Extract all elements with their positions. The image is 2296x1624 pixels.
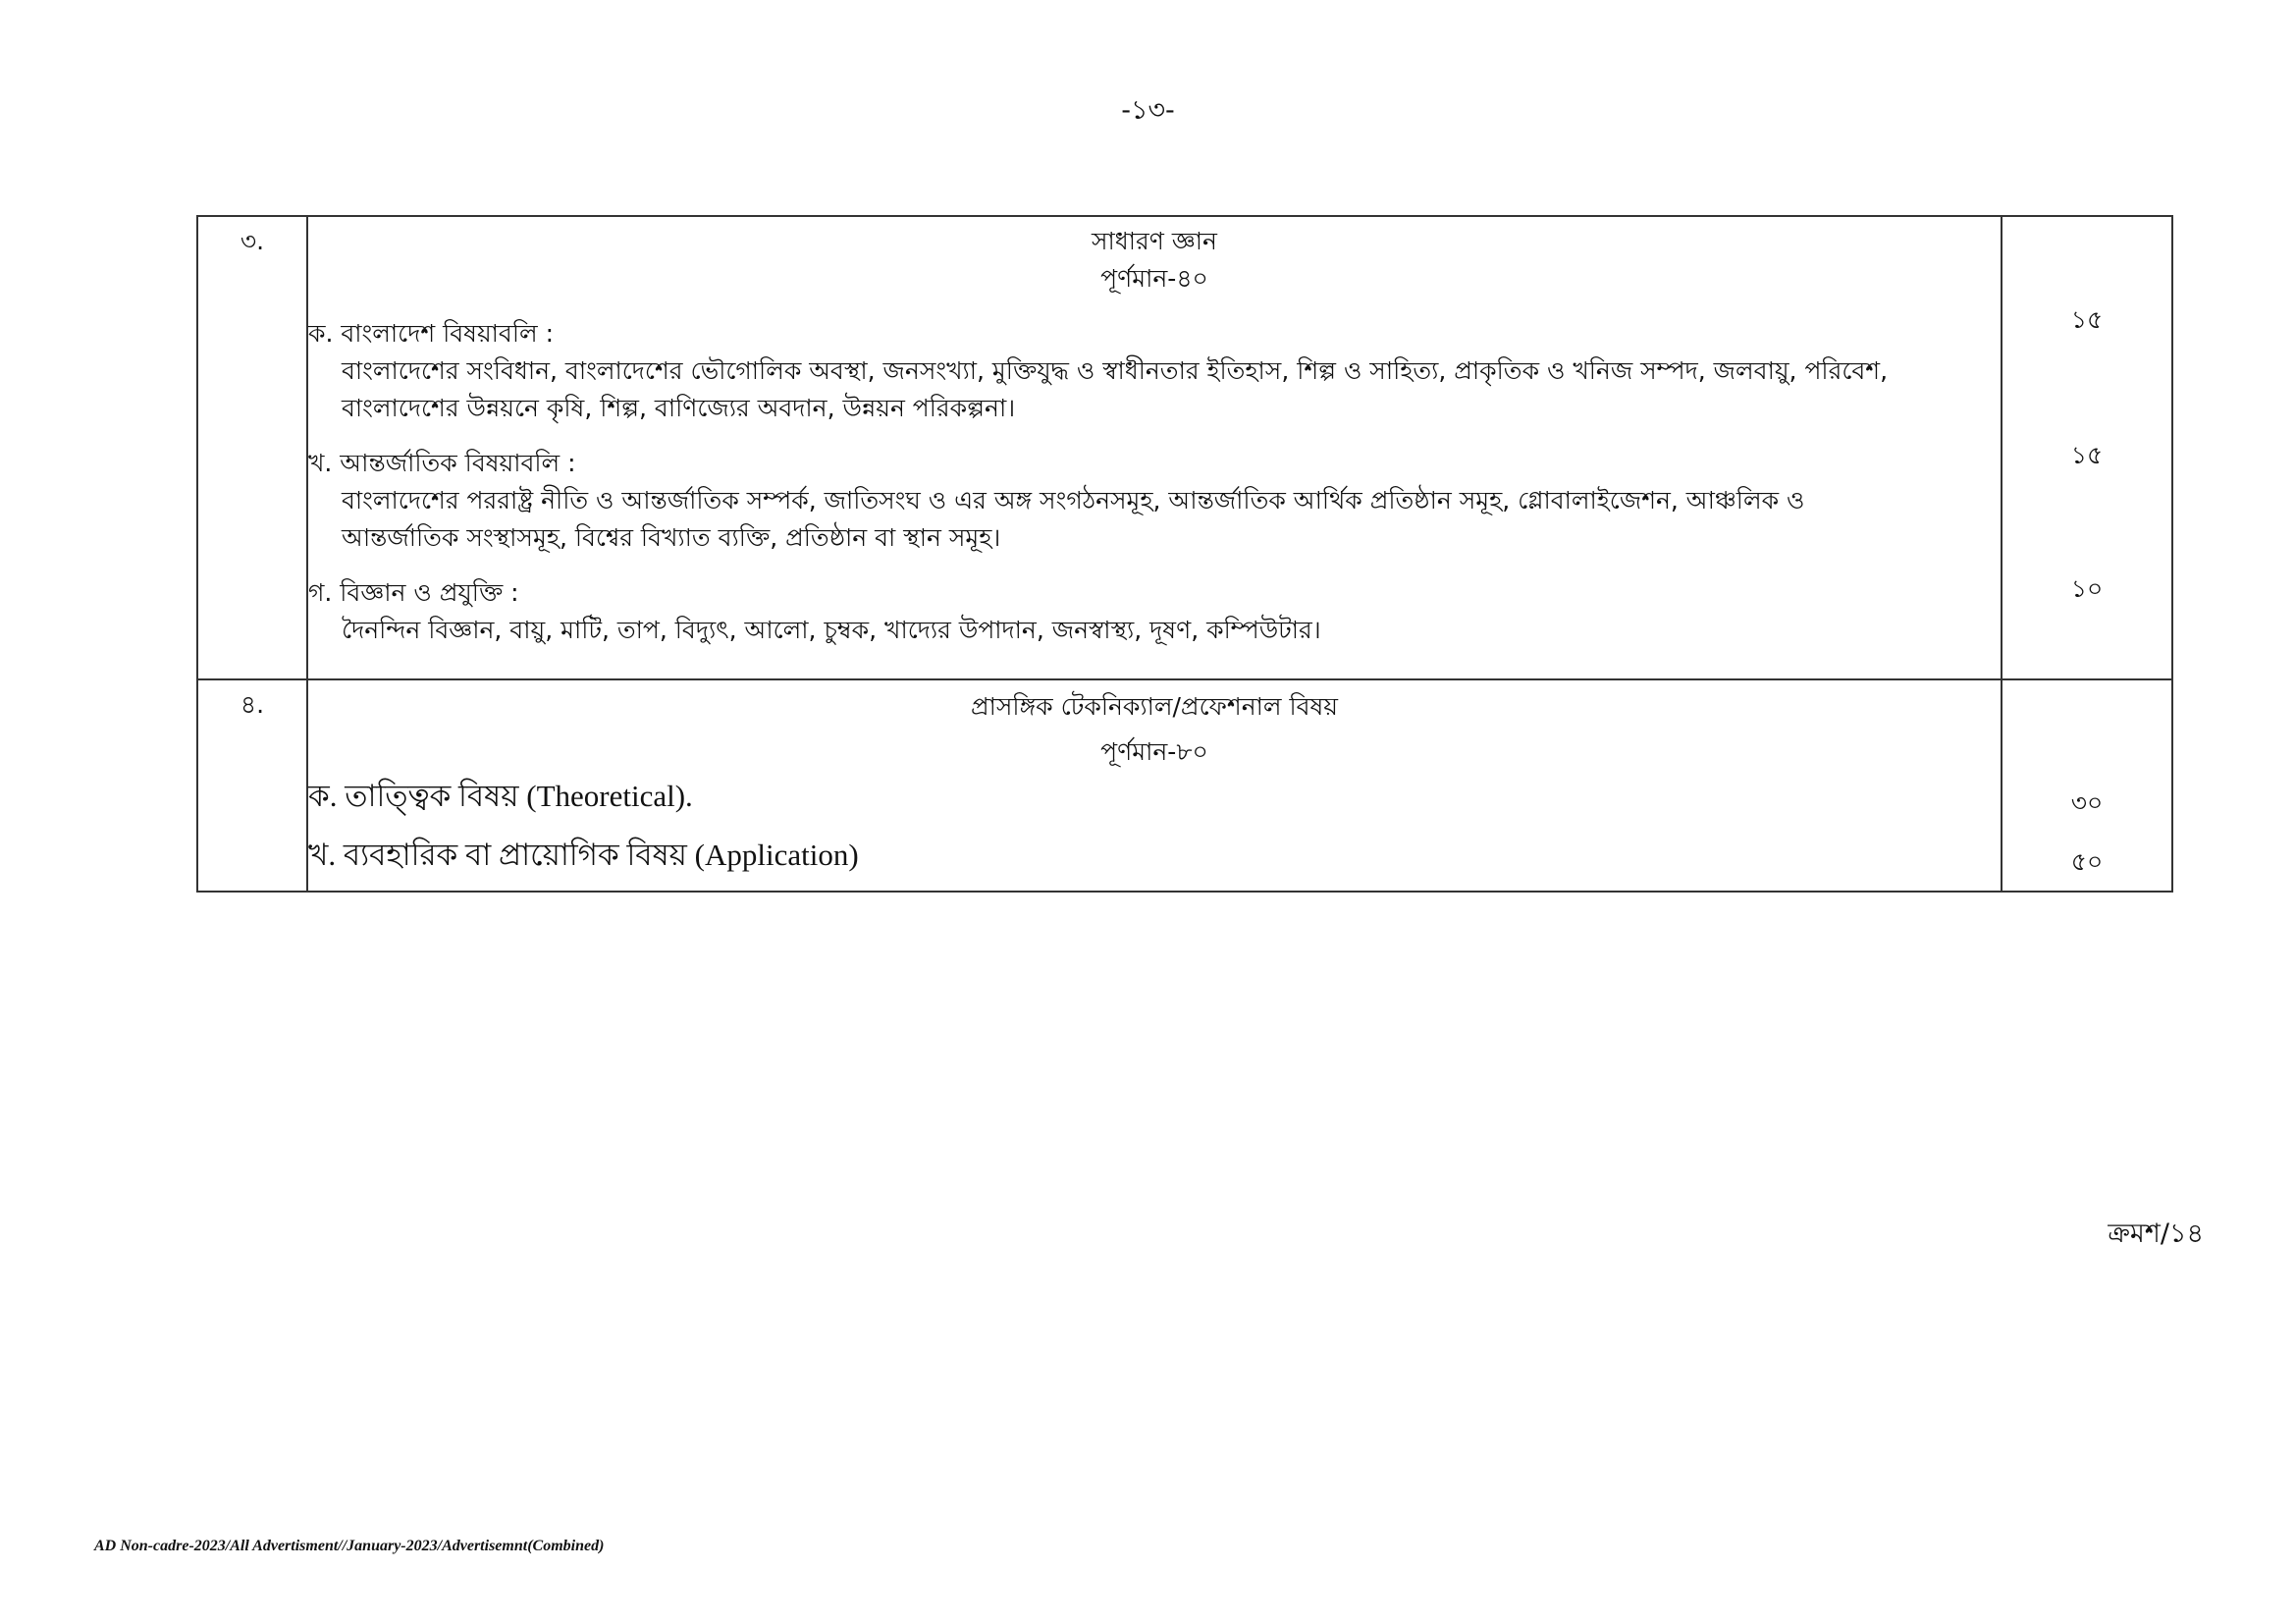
table-row-section-4: [197, 679, 2172, 892]
subsection-heading: ক. বাংলাদেশ বিষয়াবলি :: [308, 319, 554, 348]
subsection-international: [308, 445, 2001, 557]
full-marks: পূর্ণমান-৮০: [1100, 737, 1208, 766]
serial-cell: [197, 679, 307, 892]
marks-value: ১০: [2070, 574, 2104, 603]
content-cell: [307, 679, 2002, 892]
subsection-science: [308, 574, 2001, 649]
marks-cell: [2002, 216, 2172, 679]
continued-note: ক্রমশ/১৪: [2108, 1218, 2204, 1249]
syllabus-table: [196, 215, 2173, 893]
content-cell: [307, 216, 2002, 679]
item-application: খ. ব্যবহারিক বা প্রায়োগিক বিষয় (Application): [308, 838, 859, 872]
page-number: -১৩-: [1121, 95, 1175, 126]
item-theoretical: ক. তাত্ত্বিক বিষয় (Theoretical).: [308, 779, 693, 813]
serial-number: ৪.: [240, 690, 265, 719]
serial-cell: [197, 216, 307, 679]
subsection-body: বাংলাদেশের সংবিধান, বাংলাদেশের ভৌগোলিক অবস্থা, জনসংখ্যা, মুক্তিযুদ্ধ ও স্বাধীনতার ইতিহাস, শিল্প ও সাহিত্য, প্রাকৃতিক ও খনিজ সম্পদ, জলবায়ু, পরিবেশ, বাংলাদেশের উন্নয়নে কৃষি, শিল্প, বাণিজ্যের অবদান, উন্নয়ন পরিকল্পনা।: [342, 356, 1889, 422]
section-title: প্রাসঙ্গিক টেকনিক্যাল/প্রফেশনাল বিষয়: [970, 692, 1339, 721]
marks-cell: [2002, 679, 2172, 892]
subsection-bangladesh: [308, 315, 2001, 427]
subsection-body: বাংলাদেশের পররাষ্ট্র নীতি ও আন্তর্জাতিক সম্পর্ক, জাতিসংঘ ও এর অঙ্গ সংগঠনসমূহ, আন্তর্জাতিক আর্থিক প্রতিষ্ঠান সমূহ, গ্লোবালাইজেশন, আঞ্চলিক ও আন্তর্জাতিক সংস্থাসমূহ, বিশ্বের বিখ্যাত ব্যক্তি, প্রতিষ্ঠান বা স্থান সমূহ।: [342, 486, 1805, 552]
serial-number: ৩.: [240, 227, 265, 255]
subsection-body: দৈনন্দিন বিজ্ঞান, বায়ু, মাটি, তাপ, বিদ্যুৎ, আলো, চুম্বক, খাদ্যের উপাদান, জনস্বাস্থ্য, দূষণ, কম্পিউটার।: [342, 616, 1321, 644]
full-marks: পূর্ণমান-৪০: [1100, 264, 1208, 293]
marks-value: ৩০: [2070, 788, 2104, 817]
section-title: সাধারণ জ্ঞান: [1092, 227, 1217, 255]
subsection-heading: গ. বিজ্ঞান ও প্রযুক্তি :: [308, 578, 519, 607]
marks-value: ১৫: [2070, 305, 2104, 334]
table-row-section-3: [197, 216, 2172, 679]
marks-value: ১৫: [2070, 441, 2104, 469]
footer-reference: AD Non-cadre-2023/All Advertisment//January-2023/Advertisemnt(Combined): [94, 1538, 605, 1554]
marks-value: ৫০: [2070, 847, 2104, 876]
subsection-heading: খ. আন্তর্জাতিক বিষয়াবলি :: [308, 449, 576, 477]
